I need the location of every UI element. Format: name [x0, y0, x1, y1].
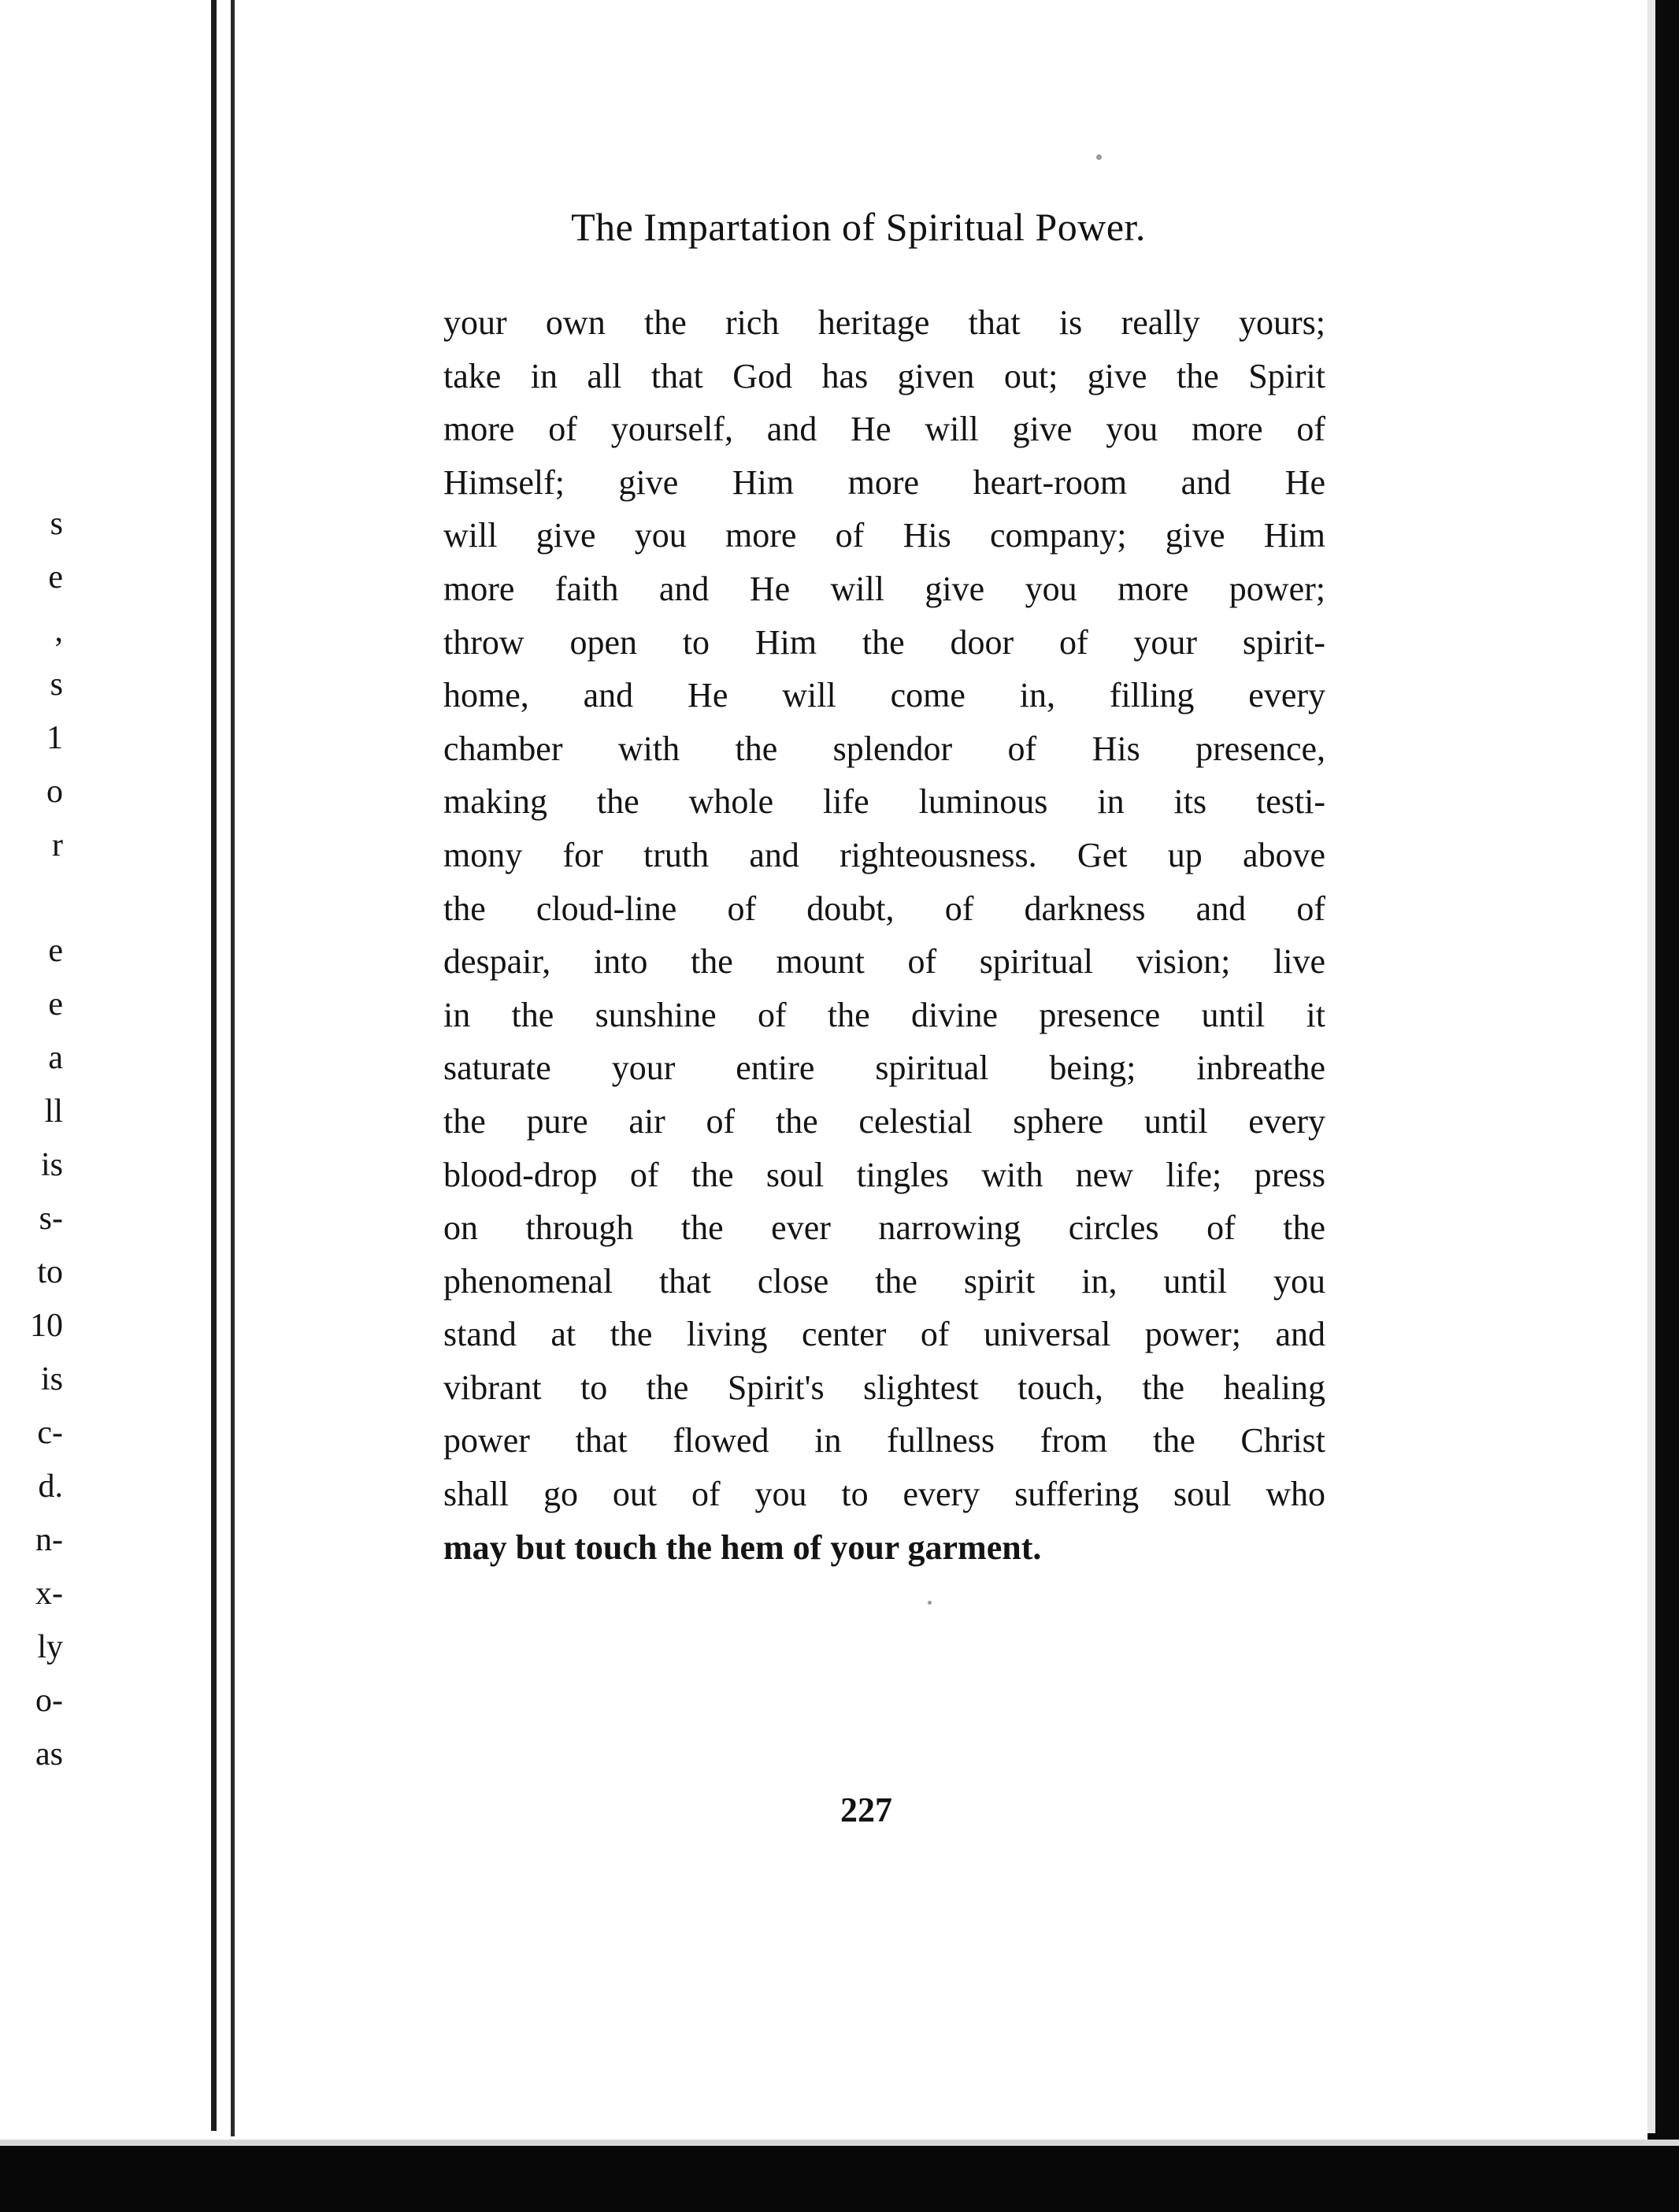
page-edge — [1647, 0, 1655, 2133]
text-line: stand at the living center of universal power; and — [443, 1315, 1325, 1354]
text-line: on through the ever narrowing circles of the — [443, 1208, 1325, 1248]
text-line: throw open to Him the door of your spirit- — [443, 622, 1325, 662]
running-head: The Impartation of Spiritual Power. — [571, 205, 1146, 249]
body-text — [443, 296, 1325, 1574]
gutter-line — [231, 0, 235, 2136]
text-line: power that flowed in fullness from the Christ — [443, 1421, 1325, 1460]
dust-speck — [1096, 154, 1102, 160]
text-line: Himself; give Him more heart-room and He — [443, 462, 1325, 502]
left-fragment: , — [54, 613, 63, 649]
text-line: vibrant to the Spirit's slightest touch, the healing — [443, 1368, 1325, 1407]
scan-border-right — [1647, 0, 1679, 2212]
left-fragment: ll — [44, 1093, 63, 1130]
text-line: mony for truth and righteousness. Get up above — [443, 835, 1325, 874]
text-line: the cloud-line of doubt, of darkness and of — [443, 889, 1325, 928]
left-fragment: to — [37, 1254, 63, 1290]
scan-border-bottom — [0, 2140, 1679, 2212]
left-fragment: s — [50, 666, 63, 703]
left-fragment: o- — [35, 1683, 63, 1719]
text-line: will give you more of His company; give Him — [443, 516, 1325, 555]
text-line: your own the rich heritage that is really yours; — [443, 303, 1325, 342]
left-page-fragments — [0, 0, 63, 1812]
left-fragment: d. — [38, 1468, 63, 1505]
left-fragment: is — [40, 1147, 63, 1183]
text-line: saturate your entire spiritual being; inbreathe — [443, 1048, 1325, 1088]
text-line-final: may but touch the hem of your garment. — [443, 1527, 1042, 1567]
text-line: in the sunshine of the divine presence until it — [443, 995, 1325, 1034]
left-fragment: a — [48, 1040, 63, 1076]
text-line: despair, into the mount of spiritual vision; live — [443, 942, 1325, 982]
text-line: more of yourself, and He will give you more of — [443, 410, 1325, 449]
left-fragment: c- — [37, 1415, 63, 1451]
text-line: shall go out of you to every suffering soul who — [443, 1475, 1325, 1514]
left-fragment: 10 — [30, 1308, 63, 1344]
dust-speck — [928, 1601, 932, 1605]
left-fragment: r — [52, 827, 63, 863]
page-edge — [0, 2140, 1679, 2146]
text-line: the pure air of the celestial sphere until every — [443, 1101, 1325, 1141]
text-line: phenomenal that close the spirit in, until you — [443, 1261, 1325, 1301]
text-line: take in all that God has given out; give the Spirit — [443, 356, 1325, 395]
left-fragment: e — [48, 986, 63, 1022]
text-line: chamber with the splendor of His presence, — [443, 729, 1325, 768]
left-fragment: x- — [35, 1575, 63, 1612]
left-fragment: 1 — [46, 720, 63, 756]
left-fragment: e — [48, 933, 63, 969]
left-fragment: as — [35, 1736, 63, 1772]
left-fragment: s — [50, 506, 63, 542]
left-fragment: is — [40, 1361, 63, 1397]
left-fragment: o — [46, 774, 63, 810]
text-line: making the whole life luminous in its testi- — [443, 782, 1325, 822]
text-line: more faith and He will give you more power; — [443, 569, 1325, 608]
left-fragment: s- — [39, 1201, 63, 1237]
left-fragment: ly — [37, 1629, 63, 1665]
gutter-line — [211, 0, 217, 2131]
page-number: 227 — [840, 1791, 892, 1829]
left-fragment: n- — [35, 1522, 63, 1558]
text-line: home, and He will come in, filling every — [443, 676, 1325, 715]
text-line: blood-drop of the soul tingles with new life; press — [443, 1155, 1325, 1194]
left-fragment: e — [48, 559, 63, 596]
